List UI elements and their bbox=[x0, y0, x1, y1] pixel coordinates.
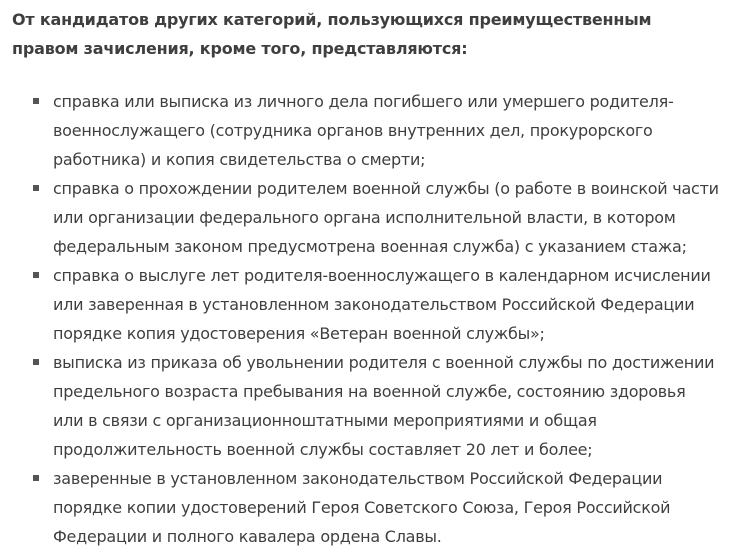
square-bullet-icon bbox=[33, 359, 39, 365]
list-item bbox=[0, 174, 729, 261]
square-bullet-icon bbox=[33, 475, 39, 481]
list-item-text: заверенные в установленном законодательством Российской Федерации порядке копии удостоверений Героя Советского Союза, Героя Российской Федерации и полного кавалера ордена Славы. bbox=[53, 469, 671, 546]
list-item-text: выписка из приказа об увольнении родителя с военной службы по достижении предельного возраста пребывания на военной службе, состоянию здоровья или в связи с организационноштатными мероприятиями и общая продолжительность военной службы составляет 20 лет и более; bbox=[53, 353, 715, 459]
list-item bbox=[0, 87, 729, 174]
list-item bbox=[0, 348, 729, 464]
required-documents-list bbox=[0, 87, 729, 551]
list-item bbox=[0, 464, 729, 551]
list-item-text: справка о прохождении родителем военной службы (о работе в воинской части или организации федерального органа исполнительной власти, в котором федеральным законом предусмотрена военная служба) с указанием стажа; bbox=[53, 179, 719, 256]
square-bullet-icon bbox=[33, 272, 39, 278]
square-bullet-icon bbox=[33, 98, 39, 104]
list-item-text: справка о выслуге лет родителя-военнослужащего в календарном исчислении или заверенная в установленном законодательством Российской Федерации порядке копия удостоверения «Ветеран военной службы»; bbox=[53, 266, 711, 343]
square-bullet-icon bbox=[33, 185, 39, 191]
intro-heading: От кандидатов других категорий, пользующихся преимущественным правом зачисления, кроме того, представляются: bbox=[12, 10, 652, 58]
list-item-text: справка или выписка из личного дела погибшего или умершего родителя-военнослужащего (сотрудника органов внутренних дел, прокурорского работника) и копия свидетельства о смерти; bbox=[53, 92, 674, 169]
list-item bbox=[0, 261, 729, 348]
